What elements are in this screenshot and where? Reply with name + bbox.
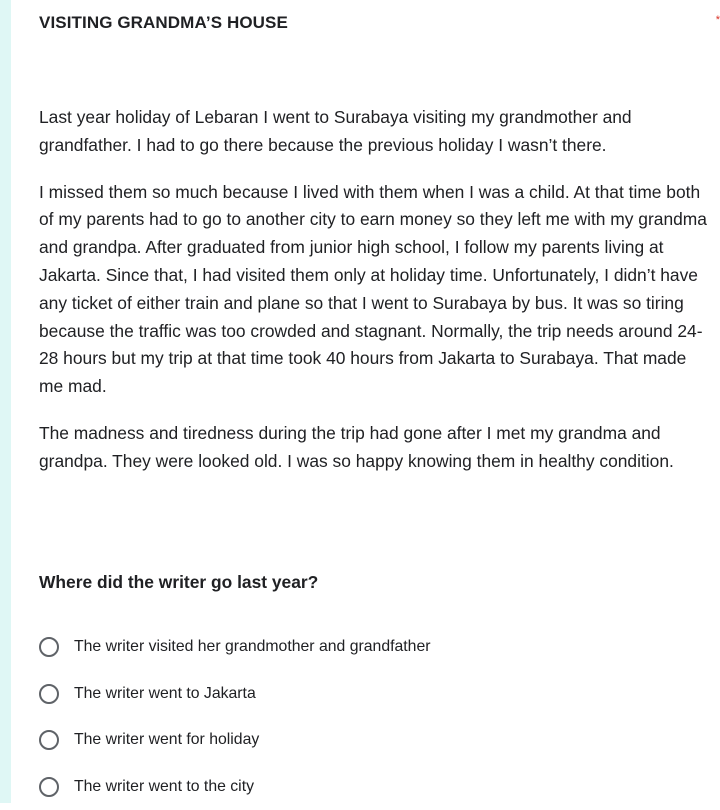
answer-option-3[interactable] [39, 717, 639, 764]
form-accent-strip [0, 0, 11, 803]
answer-option-2[interactable] [39, 671, 639, 718]
passage-title: VISITING GRANDMA’S HOUSE [39, 13, 288, 33]
passage-paragraph-3: The madness and tiredness during the trip had gone after I met my grandma and grandpa. They were looked old. I was so happy knowing them in healthy condition. [39, 420, 715, 476]
answer-option-label: The writer visited her grandmother and grandfather [74, 638, 431, 656]
radio-button-4[interactable] [39, 777, 59, 797]
answer-option-label: The writer went to Jakarta [74, 685, 256, 703]
passage-paragraph-2: I missed them so much because I lived with them when I was a child. At that time both of my parents had to go to another city to earn money so they left me with my grandma and grandpa. After graduated from junior high school, I follow my parents living at Jakarta. Since that, I had visited them only at holiday time. Unfortunately, I didn’t have any ticket of either train and plane so that I went to Surabaya by bus. It was so tiring because the traffic was too crowded and stagnant. Normally, the trip needs around 24-28 hours but my trip at that time took 40 hours from Jakarta to Surabaya. That made me mad. [39, 179, 715, 401]
passage-paragraph-1: Last year holiday of Lebaran I went to Surabaya visiting my grandmother and grandfather. I had to go there because the previous holiday I wasn’t there. [39, 104, 715, 160]
radio-button-1[interactable] [39, 637, 59, 657]
answer-option-label: The writer went to the city [74, 778, 254, 796]
answer-options [39, 624, 639, 810]
question-text: Where did the writer go last year? [39, 572, 318, 593]
answer-option-4[interactable] [39, 764, 639, 810]
radio-button-2[interactable] [39, 684, 59, 704]
reading-passage [39, 104, 715, 495]
question-card [11, 0, 720, 803]
answer-option-1[interactable] [39, 624, 639, 671]
radio-button-3[interactable] [39, 730, 59, 750]
required-marker: * [716, 14, 720, 26]
answer-option-label: The writer went for holiday [74, 731, 259, 749]
